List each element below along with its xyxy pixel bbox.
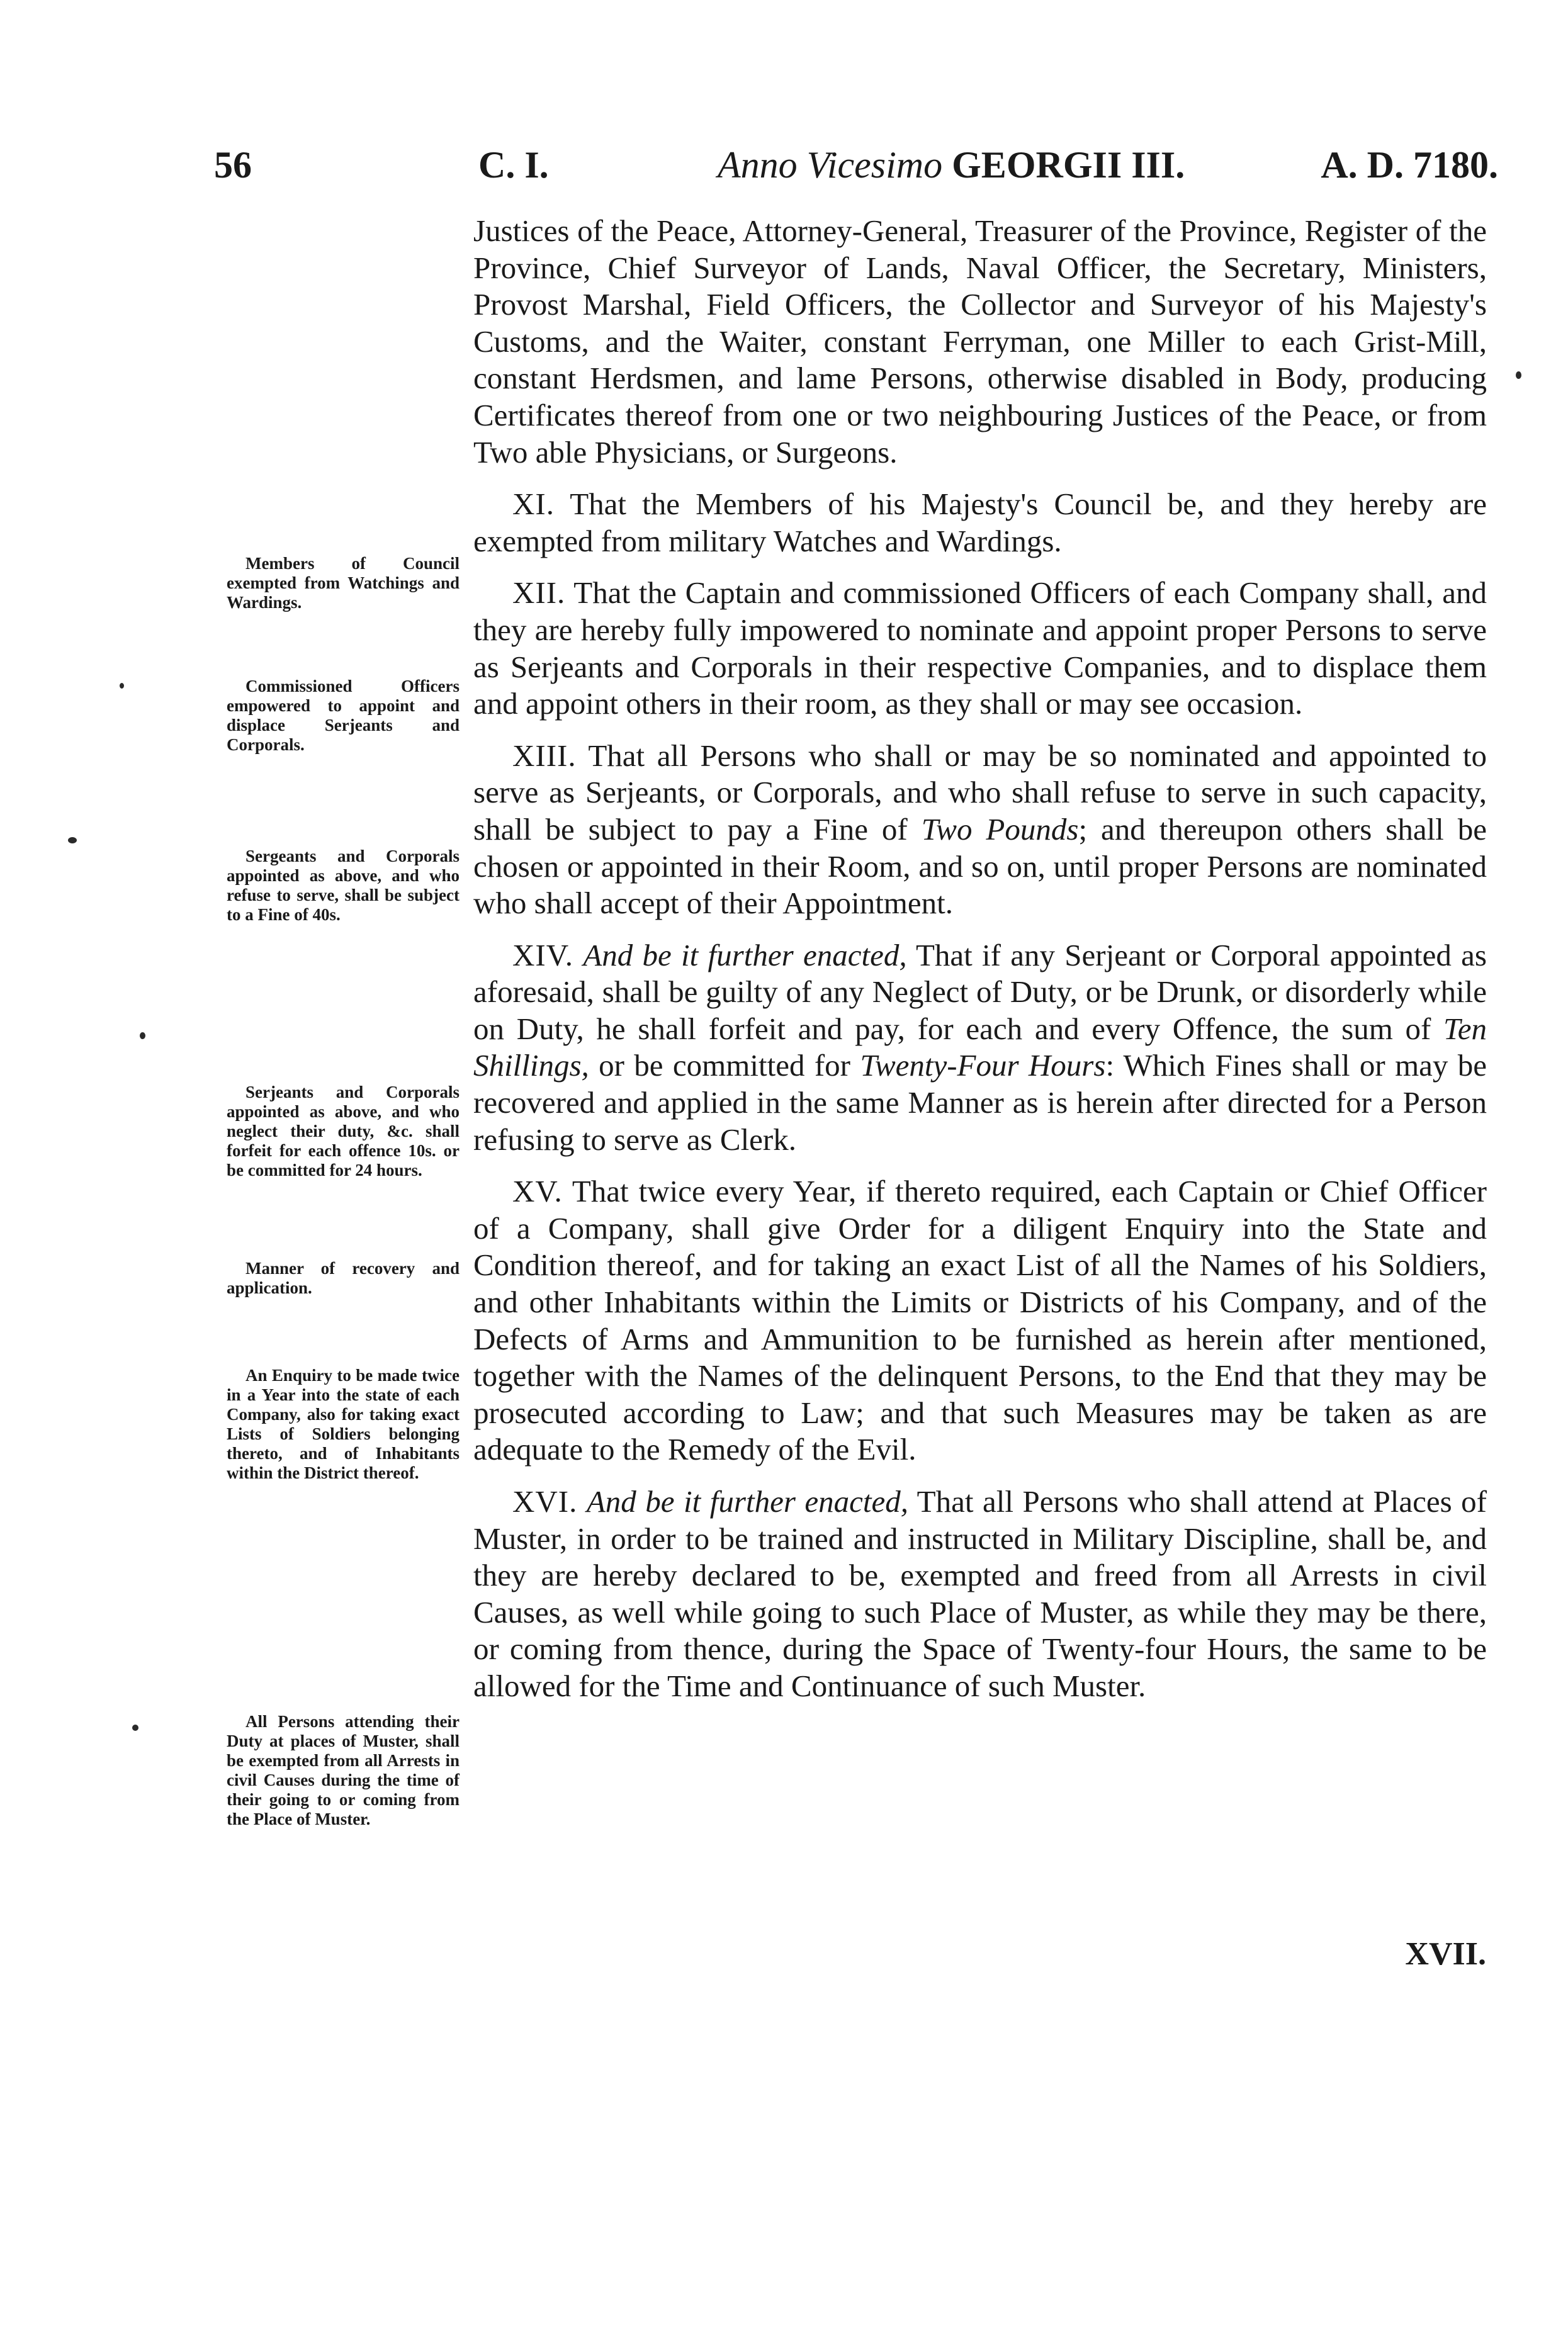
section-xiv xyxy=(473,937,1487,1159)
ink-speck xyxy=(68,837,77,843)
year-label: A. D. 7180. xyxy=(1321,144,1498,186)
section-number: XII. xyxy=(512,575,566,611)
running-header xyxy=(214,144,1498,200)
margin-note-text: Sergeants and Corporals appointed as above, and who refuse to serve, shall be subject to a Fine of 40s. xyxy=(227,847,460,924)
ink-speck xyxy=(140,1032,145,1039)
margin-note-xiv xyxy=(227,1083,460,1180)
section-xi xyxy=(473,486,1487,560)
section-xv xyxy=(473,1173,1487,1468)
page-number: 56 xyxy=(214,144,252,186)
reign-name: GEORGII III. xyxy=(952,144,1185,186)
section-text: That twice every Year, if thereto required, each Captain or Chief Officer of a Company, shall give Order for a diligent Enquiry into the State and Condition thereof, and for taking an exact List of all the Names of his Soldiers, and other Inhabitants within the Limits or Districts of his Company, and of the Defects of Arms and Ammunition to be furnished as herein after mentioned, together with the Names of the delinquent Persons, to the End that they may be prosecuted according to Law; and that such Measures may be taken as are adequate to the Remedy of the Evil. xyxy=(473,1174,1487,1467)
margin-note-xv xyxy=(227,1366,460,1483)
section-text: That all Persons who shall or may be so nominated and appointed to serve as Serjeants, or Corporals, and who shall refuse to serve in such capacity, shall be subject to pay a Fine of xyxy=(473,738,1487,847)
reign-title xyxy=(718,144,1185,187)
margin-note-text: An Enquiry to be made twice in a Year into the state of each Company, also for taking exact Lists of Soldiers belonging thereto, and of Inhabitants within the District thereof. xyxy=(227,1366,460,1482)
enacting-clause: And be it further enacted, xyxy=(583,937,907,972)
ink-speck xyxy=(1516,371,1521,379)
margin-note-text: Members of Council exempted from Watchings and Wardings. xyxy=(227,554,460,612)
main-text xyxy=(473,213,1487,1711)
margin-note-text: All Persons attending their Duty at places of Muster, shall be exempted from all Arrests in civil Causes during the time of their going to or coming from the Place of Muster. xyxy=(227,1712,460,1828)
section-text: That the Members of his Majesty's Council be, and they hereby are exempted from military Watches and Wardings. xyxy=(473,487,1487,558)
margin-note-xiii xyxy=(227,847,460,925)
catchword: XVII. xyxy=(1405,1936,1486,1972)
margin-note-xvi xyxy=(227,1712,460,1829)
section-text-cont: or be committed for xyxy=(599,1048,850,1083)
section-number: XI. xyxy=(512,487,555,522)
section-text: That all Persons who shall attend at Places of Muster, in order to be trained and instructed in Military Discipline, shall be, and they are hereby declared to be, exempted and freed from all Arrests in civil Causes, as well while going to such Place of Muster, as while they may be there, or coming from thence, during the Space of Twenty-four Hours, the same to be allowed for the Time and Continuance of such Muster. xyxy=(473,1484,1487,1703)
italic-amount: Ten Shillings, xyxy=(473,1011,1487,1083)
ink-speck xyxy=(120,683,124,689)
enacting-clause: And be it further enacted, xyxy=(586,1484,909,1519)
section-number: XIV. xyxy=(512,937,574,972)
section-number: XVI. xyxy=(512,1484,578,1519)
section-text-cont: ; and thereupon others shall be chosen or appointed in their Room, and so on, until proper Persons are nominated who shall accept of their Appointment. xyxy=(473,811,1487,921)
italic-duration: Twenty-Four Hours xyxy=(860,1048,1106,1083)
reign-italic: Anno Vicesimo xyxy=(718,144,943,186)
section-number: XIII. xyxy=(512,738,577,773)
margin-note-text: Manner of recovery and application. xyxy=(227,1259,460,1297)
section-xii xyxy=(473,575,1487,722)
section-number: XV. xyxy=(512,1174,563,1209)
margin-note-xiv-recovery xyxy=(227,1259,460,1298)
margin-note-text: Serjeants and Corporals appointed as above, and who neglect their duty, &c. shall forfeit for each offence 10s. or be committed for 24 hours. xyxy=(227,1083,460,1180)
ink-speck xyxy=(132,1725,138,1731)
margin-note-xi xyxy=(227,554,460,612)
paragraph-continuation: Justices of the Peace, Attorney-General, Treasurer of the Province, Register of the Province, Chief Surveyor of Lands, Naval Officer, the Secretary, Ministers, Provost Marshal, Field Officers, the Collector and Surveyor of his Majesty's Customs, and the Waiter, constant Ferryman, one Miller to each Grist-Mill, constant Herdsmen, and lame Persons, otherwise disabled in Body, producing Certificates thereof from one or two neighbouring Justices of the Peace, or from Two able Physicians, or Surgeons. xyxy=(473,213,1487,470)
section-xiii xyxy=(473,738,1487,922)
section-text: That if any Serjeant or Corporal appointed as aforesaid, shall be guilty of any Neglect of Duty, or be Drunk, or disorderly while on Duty, he shall forfeit and pay, for each and every Offence, the sum of xyxy=(473,937,1487,1046)
chapter-label: C. I. xyxy=(478,144,549,186)
margin-note-xii xyxy=(227,677,460,755)
margin-note-text: Commissioned Officers empowered to appoint and displace Serjeants and Corporals. xyxy=(227,677,460,754)
section-text: That the Captain and commissioned Officers of each Company shall, and they are hereby fully impowered to nominate and appoint proper Persons to serve as Serjeants and Corporals in their respective Companies, and to displace them and appoint others in their room, as they shall or may see occasion. xyxy=(473,575,1487,721)
section-text-end: : Which Fines shall or may be recovered and applied in the same Manner as is herein after directed for a Person refusing to serve as Clerk. xyxy=(473,1048,1487,1157)
section-xvi xyxy=(473,1484,1487,1705)
italic-amount: Two Pounds xyxy=(921,811,1079,847)
